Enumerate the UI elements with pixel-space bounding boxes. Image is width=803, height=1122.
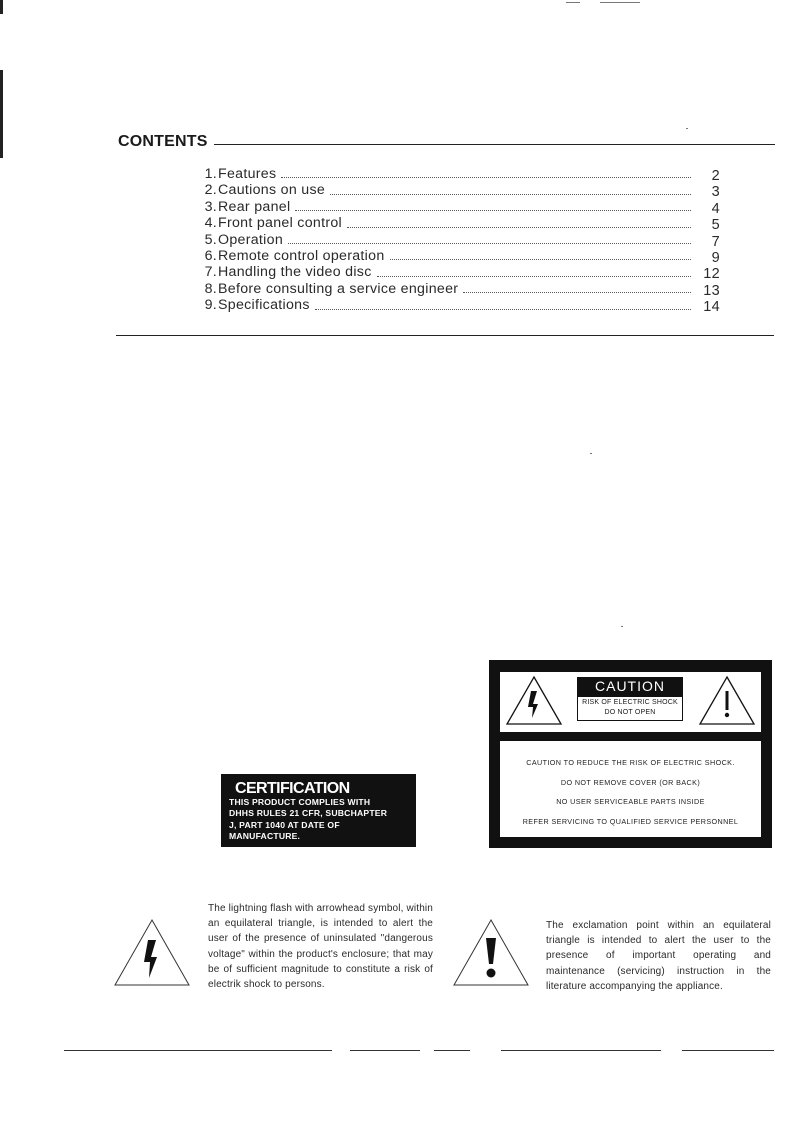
toc-item-number: 5.: [204, 231, 217, 248]
caution-header-panel: [500, 672, 761, 732]
toc-item: [190, 281, 720, 297]
scan-speck: [600, 2, 640, 3]
toc-item-label: Handling the video disc: [218, 264, 372, 281]
lightning-triangle-icon: [504, 674, 564, 728]
toc-item-label: Specifications: [218, 297, 310, 314]
certification-line: DHHS RULES 21 CFR, SUBCHAPTER: [229, 808, 388, 819]
caution-body-line: DO NOT REMOVE COVER (OR BACK): [560, 777, 701, 787]
toc-item-label: Operation: [218, 231, 284, 248]
toc-item: [190, 199, 720, 215]
scan-speck: [566, 2, 580, 3]
scan-speck: [590, 453, 592, 454]
toc-item-page: 7: [711, 233, 720, 250]
exclamation-symbol-description: The exclamation point within an equilateral triangle is intended to alert the user to the presence of important operating and maintenance (servicing) instruction in the literature accompanying the appliance.: [546, 920, 771, 992]
toc-item-label: Remote control operation: [218, 247, 385, 264]
toc-item-label: Features: [218, 166, 277, 182]
caution-sub-line: DO NOT OPEN: [604, 709, 656, 716]
toc-leader-dots: [330, 193, 691, 195]
toc-leader-dots: [288, 242, 691, 244]
toc-item-page: 5: [711, 217, 720, 234]
caution-body-panel: [500, 741, 761, 837]
toc-item-page: 9: [711, 249, 720, 266]
lightning-triangle-icon: [112, 918, 192, 988]
caution-body-line: REFER SERVICING TO QUALIFIED SERVICE PERSONNEL: [522, 816, 739, 826]
toc-item: [190, 248, 720, 264]
contents-bottom-rule: [116, 335, 774, 336]
toc-item: [190, 232, 720, 248]
caution-heading: CAUTION: [577, 677, 683, 696]
toc-item-number: 1.: [204, 166, 217, 182]
binding-mark-top: [0, 0, 3, 14]
binding-mark-bar: [0, 70, 3, 158]
bottom-rule: [501, 1050, 661, 1051]
toc-item-page: 3: [711, 184, 720, 201]
certification-line: THIS PRODUCT COMPLIES WITH: [229, 797, 371, 807]
certification-title: CERTIFICATION: [235, 780, 350, 797]
bottom-rule: [350, 1050, 420, 1051]
toc-item-page: 14: [703, 299, 720, 316]
toc-item-number: 8.: [204, 280, 217, 297]
toc-item-page: 13: [703, 282, 720, 299]
exclamation-triangle-icon: [451, 918, 531, 988]
certification-label: [221, 774, 416, 847]
toc-item-number: 7.: [204, 264, 217, 281]
toc-leader-dots: [390, 258, 691, 260]
scan-speck: [686, 128, 688, 129]
bottom-rule: [682, 1050, 774, 1051]
toc-item-label: Front panel control: [218, 215, 342, 232]
caution-label: [489, 660, 772, 848]
toc-item-number: 4.: [204, 215, 217, 232]
contents-title-rule: [214, 144, 775, 145]
lightning-symbol-description: The lightning flash with arrowhead symbol, within an equilateral triangle, is intended to alert the user of the presence of uninsulated "dangerous voltage" within the product's enclosure; that may be of sufficient magnitude to constitute a risk of electrik shock to persons.: [208, 903, 433, 991]
contents-title: CONTENTS: [118, 133, 208, 150]
toc-leader-dots: [377, 275, 691, 277]
toc-item-number: 3.: [204, 198, 217, 215]
toc-item-page: 12: [703, 266, 720, 283]
toc-item-page: 4: [711, 200, 720, 217]
toc-item-number: 9.: [204, 297, 217, 314]
toc-item: [190, 182, 720, 201]
toc-item-page: 2: [711, 168, 720, 184]
table-of-contents: [190, 166, 720, 314]
toc-leader-dots: [463, 291, 691, 293]
toc-item: [190, 166, 720, 182]
toc-leader-dots: [295, 209, 691, 211]
toc-item-label: Before consulting a service engineer: [218, 280, 459, 297]
toc-leader-dots: [347, 226, 691, 228]
toc-item: [190, 215, 720, 234]
bottom-rule: [64, 1050, 332, 1051]
caution-body-line: NO USER SERVICEABLE PARTS INSIDE: [556, 797, 705, 806]
caution-sub-line: RISK OF ELECTRIC SHOCK: [582, 699, 678, 706]
toc-item: [190, 264, 720, 283]
bottom-rule: [434, 1050, 470, 1051]
toc-item-number: 6.: [204, 247, 217, 264]
toc-leader-dots: [281, 176, 691, 178]
scan-speck: [621, 626, 623, 627]
caution-body-line: CAUTION TO REDUCE THE RISK OF ELECTRIC SHOCK.: [526, 758, 735, 767]
certification-line: J, PART 1040 AT DATE OF: [229, 819, 340, 830]
toc-leader-dots: [315, 308, 691, 310]
toc-item-number: 2.: [204, 182, 217, 199]
toc-item-label: Rear panel: [218, 198, 291, 215]
toc-item-label: Cautions on use: [218, 182, 326, 199]
toc-item: [190, 297, 720, 316]
certification-line: MANUFACTURE.: [229, 831, 301, 842]
exclamation-triangle-icon: [697, 674, 757, 728]
caution-subheading: [577, 696, 683, 721]
